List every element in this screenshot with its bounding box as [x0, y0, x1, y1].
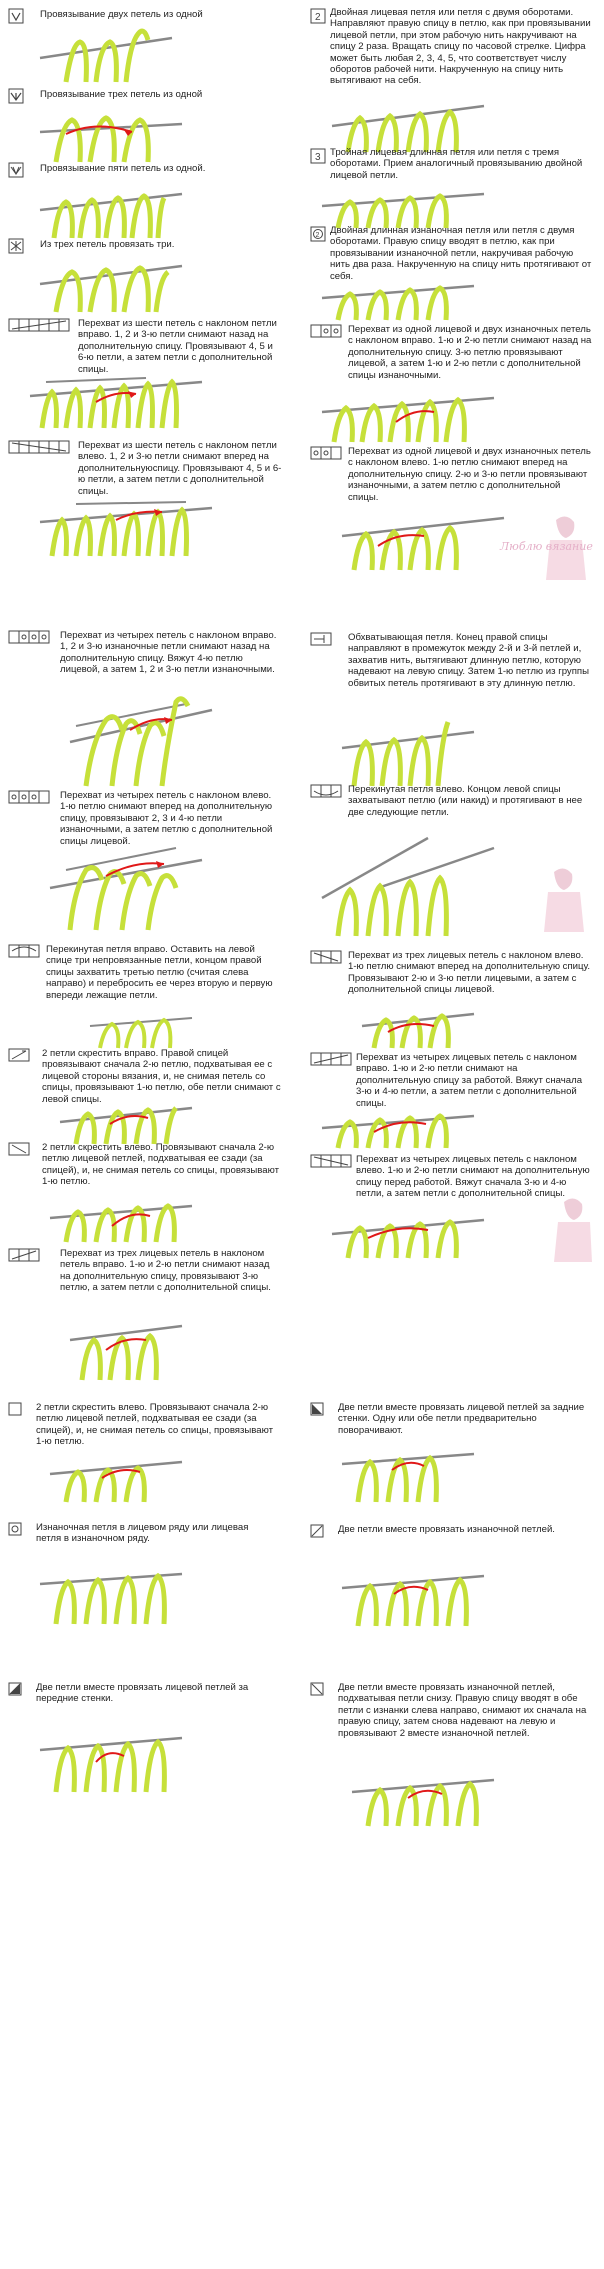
- entry-text: Из трех петель провязать три.: [40, 239, 175, 250]
- symbol-wrapped-loop: [310, 632, 332, 646]
- symbol-cable-six-right: [8, 318, 70, 332]
- symbol-three-from-one: [8, 88, 24, 104]
- watermark-logo: [496, 510, 596, 590]
- entry-double-knit-loop: [308, 6, 600, 156]
- svg-text:2: 2: [315, 232, 320, 239]
- entry-text: Две петли вместе провязать лицевой петлей за передние стенки.: [36, 1682, 249, 1705]
- svg-text:2: 2: [315, 12, 321, 23]
- entry-text: Перекинутая петля вправо. Оставить на левой спице три непровязанные петли, концом правой спицы захватить третью петлю (считая слева направо) и перебросить ее через вторую и первую впереди лежащие петли.: [46, 944, 273, 1001]
- entry-cable-four-left: [308, 1152, 600, 1272]
- entry-cable-four-right-purl: [6, 628, 298, 788]
- illustration-passed-loop-right: [86, 1008, 196, 1050]
- illustration-cable-four-left-k: [328, 1210, 488, 1260]
- illustration-k2tog-back: [338, 1440, 478, 1504]
- entry-text: Перехват из трех лицевых петель с наклоном влево. 1-ю петлю снимают вперед на дополнительную спицу. Провязывают 2-ю и 3-ю петли лицевыми, а затем с дополнительной спицы лицевой.: [348, 950, 591, 996]
- symbol-cable-four-left: [8, 790, 50, 804]
- illustration-cross-two-left: [46, 1196, 196, 1244]
- illustration-cable-three-left: [358, 1004, 478, 1050]
- symbol-double-purl-loop: [310, 226, 326, 242]
- symbol-empty-square: [8, 1402, 22, 1416]
- entry-text: Двойная длинная изнаночная петля или петля с двумя оборотами. Правую спицу вводят в петлю, как при провязывании изнаночной петли, накручивая рабочую нить два раза. Накрученную на спицу нить протягивают от себя.: [330, 225, 592, 282]
- entry-text: Перехват из трех лицевых петель в наклоном петель вправо. 1-ю и 2-ю петли снимают назад на дополнительную спицу, провязывают 3-ю петлю, а затем петли с дополнительной спицы.: [60, 1248, 271, 1294]
- illustration-cable-1k2p-left: [338, 506, 508, 572]
- illustration-cable-four-right-k: [318, 1108, 478, 1150]
- symbol-purl-circle: [8, 1522, 22, 1536]
- entry-cable-six-right: [6, 316, 298, 436]
- illustration-cross-two-left-b: [46, 1454, 186, 1504]
- watermark-logo: [544, 1192, 594, 1272]
- entry-cross-two-right: [6, 1046, 298, 1146]
- illustration-cable-three-right: [66, 1310, 186, 1382]
- illustration-p2tog-below: [348, 1768, 498, 1828]
- entry-text: Перехват из шести петель с наклоном петли вправо. 1, 2 и 3-ю петли снимают назад на дополнительную спицу. Провязывают 4, 5 и 6-ю петли, а затем петли с дополнительной спицы.: [78, 318, 277, 375]
- entry-two-from-one: [6, 6, 298, 86]
- entry-passed-loop-right: [6, 942, 298, 1052]
- entry-cable-1k2p-right: [308, 322, 600, 444]
- entry-text: Перехват из одной лицевой и двух изнаночных петель с наклоном вправо. 1-ю и 2-ю петли снимают назад на дополнительную спицу. 3-ю петлю провязывают лицевой, а затем 1-ю и 2-ю петли с дополнительной спицы изнаночными.: [348, 324, 592, 381]
- entry-p2tog-below: [308, 1680, 600, 1830]
- entry-p2tog: [308, 1522, 600, 1632]
- entry-cable-three-right: [6, 1246, 298, 1396]
- entry-text: Перекинутая петля влево. Концом левой спицы захватывают петлю (или накид) и протягивают в нее две следующие петли.: [348, 784, 583, 818]
- entry-text: Провязывание трех петель из одной: [40, 89, 203, 100]
- entry-text: Перехват из четырех петель с наклоном вправо. 1, 2 и 3-ю изнаночные петли снимают назад на дополнительную спицу. Вяжут 4-ю петлю лицевой, а затем 1, 2 и 3-ю петли изнаночными.: [60, 630, 277, 676]
- symbol-cross-two-right: [8, 1048, 30, 1062]
- entry-text: Двойная лицевая петля или петля с двумя оборотами. Направляют правую спицу в петлю, как при провязывании лицевой петли, при этом рабочую нить накручивают на спицу 2 раза. Вращать спицу по часовой стрелке. Цифра может быть любая 2, 3, 4, 5, что соответствует числу оборотов рабочей нити. Накрученную на спицу нить вытягивают на себя.: [330, 7, 591, 87]
- entry-cross-two-left-b: [6, 1400, 298, 1506]
- entry-cable-six-left: [6, 438, 298, 564]
- entry-passed-loop-left: [308, 782, 600, 942]
- illustration-three-from-one: [36, 102, 186, 166]
- entry-text: Провязывание двух петель из одной: [40, 9, 203, 20]
- entry-three-from-one: [6, 86, 298, 166]
- entry-k2tog-front: [6, 1680, 298, 1800]
- entry-text: 2 петли скрестить влево. Провязывают сначала 2-ю петлю лицевой петлей, подхватывая ее сзади (за спицей), и, не снимая петель со спицы, провязывают 1-ю петлю.: [42, 1142, 279, 1188]
- entry-double-purl-loop: [308, 224, 600, 324]
- symbol-cable-three-left: [310, 950, 342, 964]
- entry-text: Изнаночная петля в лицевом ряду или лицевая петля в изнаночном ряду.: [36, 1522, 249, 1545]
- illustration-double-purl-loop: [318, 276, 478, 322]
- symbol-cable-four-right-k: [310, 1052, 352, 1066]
- entry-text: Перехват из шести петель с наклоном петли влево. 1, 2 и 3-ю петли снимают вперед на дополнительнуюспицу. Провязывают 4, 5 и 6-ю петли, а затем петли с дополнительной спицы.: [78, 440, 282, 497]
- entry-wrapped-loop: [308, 630, 600, 790]
- entry-text: Перехват из одной лицевой и двух изнаночных петель с наклоном влево. 1-ю петлю снимают вперед на дополнительную спицу. 2-ю и 3-ю петли провязывают изнаночными, а затем петлю с дополнительной спицы.: [348, 446, 591, 503]
- symbol-five-from-one: [8, 162, 24, 178]
- illustration-purl-in-knit-row: [36, 1560, 186, 1626]
- symbol-cable-1k2p-left: [310, 446, 342, 460]
- illustration-five-from-one: [36, 176, 186, 242]
- symbol-passed-loop-left: [310, 784, 342, 798]
- entry-three-into-three: [6, 236, 298, 316]
- entry-purl-in-knit-row: [6, 1520, 298, 1630]
- symbol-triple-loop: [310, 148, 326, 164]
- illustration-three-into-three: [36, 254, 186, 316]
- symbol-cable-1k2p-right: [310, 324, 342, 338]
- entry-text: 2 петли скрестить вправо. Правой спицей провязывают сначала 2-ю петлю, подхватывая ее с лицевой стороны вязания, и, не снимая петель со спицы, провязывают 1-ю петлю, обе петли снимают с левой спицы.: [42, 1048, 281, 1105]
- symbol-k2tog: [8, 1682, 22, 1696]
- entry-text: 2 петли скрестить влево. Провязывают сначала 2-ю петлю лицевой петлей, подхватывая ее сзади (за спицей), и, не снимая петель со спицы, провязывают 1-ю петлю.: [36, 1402, 273, 1448]
- illustration-cable-four-left: [46, 840, 206, 934]
- illustration-cable-four-right: [66, 690, 216, 790]
- symbol-double-loop: [310, 8, 326, 24]
- illustration-p2tog: [338, 1562, 488, 1628]
- symbol-p2tog-below: [310, 1682, 324, 1696]
- entry-cable-four-right: [308, 1050, 600, 1150]
- symbol-cable-four-left-k: [310, 1154, 352, 1168]
- entry-text: Две петли вместе провязать лицевой петлей за задние стенки. Одну или обе петли предварительно поворачивают.: [338, 1402, 585, 1436]
- illustration-cable-six-left: [36, 496, 216, 560]
- svg-text:Люблю вязание: Люблю вязание: [500, 540, 593, 553]
- entry-text: Обхватывающая петля. Конец правой спицы направляют в промежуток между 2-й и 3-й петлей и, захватив нить, вытягивают длинную петлю, которую надевают на левую спицу. Затем 1-ю петлю из группы обвитых петель протягивают в эту длинную петлю.: [348, 632, 590, 689]
- symbol-k2tog-back: [310, 1402, 324, 1416]
- entry-five-from-one: [6, 160, 298, 244]
- entry-text: Провязывание пяти петель из одной.: [40, 163, 206, 174]
- illustration-k2tog-front: [36, 1720, 186, 1794]
- entry-cable-four-left-purl: [6, 788, 298, 938]
- illustration-cable-six-right: [26, 368, 206, 432]
- symbol-cable-four-right: [8, 630, 50, 644]
- entry-cable-1k2p-left: [308, 444, 600, 574]
- entry-cable-three-left: [308, 948, 600, 1052]
- symbol-cross-two-left: [8, 1142, 30, 1156]
- entry-text: Тройная лицевая длинная петля или петля с тремя оборотами. Прием аналогичный провязыванию двойной лицевой петли.: [330, 147, 583, 181]
- entry-k2tog-back: [308, 1400, 600, 1510]
- illustration-passed-loop-left: [318, 828, 498, 938]
- symbol-p2tog: [310, 1524, 324, 1538]
- entry-text: Две петли вместе провязать изнаночной петлей, подхватывая петли снизу. Правую спицу вводят в обе петли с изнанки слева направо, снимают их сначала на правую спицу, затем снова надевают на левую и провязывают 2 вместе изнаночной петлей.: [338, 1682, 587, 1739]
- symbol-cable-six-left: [8, 440, 70, 454]
- entry-text: Перехват из четырех петель с наклоном влево. 1-ю петлю снимают вперед на дополнительную спицу, провязывают 2, 3 и 4-ю петли изнаночными, а затем петлю с дополнительной спицы лицевой.: [60, 790, 273, 847]
- svg-text:3: 3: [315, 152, 321, 163]
- symbol-two-from-one: [8, 8, 24, 24]
- illustration-two-from-one: [36, 24, 176, 86]
- symbol-cable-three-right: [8, 1248, 40, 1262]
- illustration-wrapped-loop: [338, 708, 478, 788]
- symbol-passed-loop-right: [8, 944, 40, 958]
- entry-triple-knit-loop: [308, 146, 600, 226]
- symbol-three-into-three: [8, 238, 24, 254]
- entry-text: Перехват из четырех лицевых петель с наклоном вправо. 1-ю и 2-ю петли снимают на дополнительную спицу за работой. Вяжут сначала 3-ю и 4-ю петли, а затем петли с дополнительной спицы.: [356, 1052, 583, 1109]
- watermark-logo: [504, 862, 594, 942]
- illustration-cable-1k2p-right: [318, 384, 498, 444]
- entry-text: Две петли вместе провязать изнаночной петлей.: [338, 1524, 555, 1535]
- entry-text: Перехват из четырех лицевых петель с наклоном влево. 1-ю и 2-ю петли снимают на дополнительную спицу перед работой. Вяжут сначала 3-ю и 4-ю петли, а затем петли с дополнительной спицы.: [356, 1154, 590, 1200]
- entry-cross-two-left: [6, 1140, 298, 1246]
